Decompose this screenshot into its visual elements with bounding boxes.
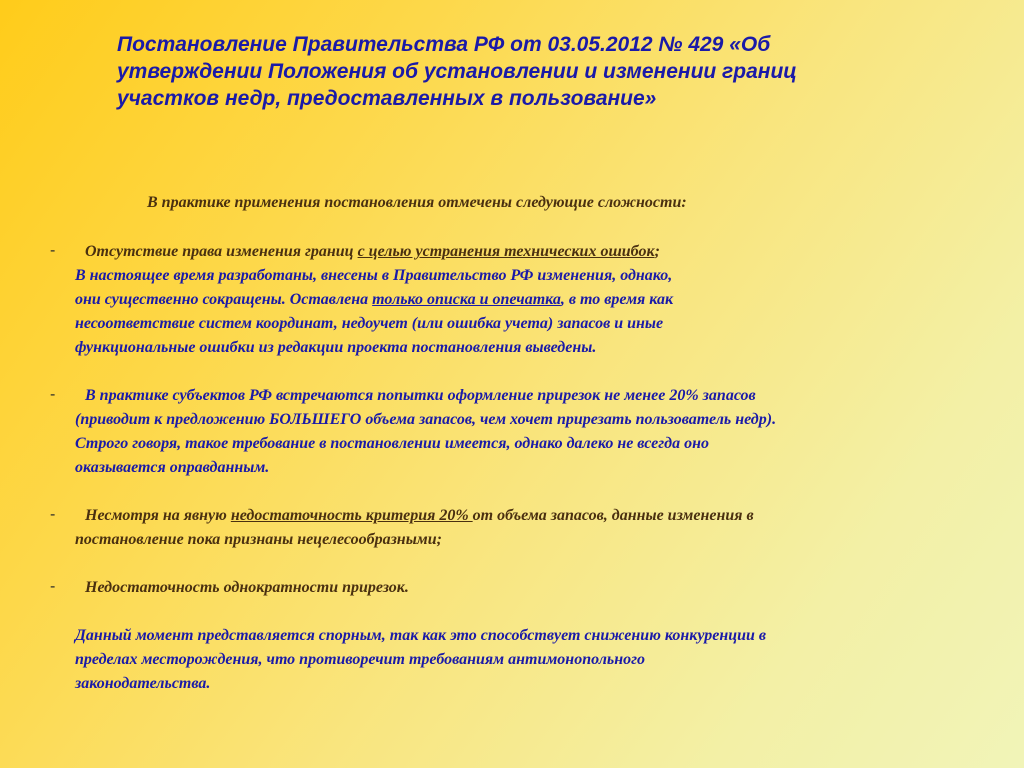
title-line-1: Постановление Правительства РФ от 03.05.2012 № 429 «Об (117, 33, 771, 56)
item1-heading-text: Отсутствие права изменения границ (85, 243, 358, 260)
item1-line-3-end: , в то время как (560, 291, 674, 308)
item3-line-1-text: Несмотря на явную (85, 507, 231, 524)
item1-line-4: несоответствие систем координат, недоучет (или ошибка учета) запасов и иные (75, 315, 664, 332)
slide-title (117, 31, 897, 112)
bullet-marker: - (50, 242, 56, 259)
item3-line-1-end: от объема запасов, данные изменения в (472, 507, 754, 524)
conclusion-line-1: Данный момент представляется спорным, так как это способствует снижению конкуренции в (75, 627, 767, 644)
item1-line-2: В настоящее время разработаны, внесены в Правительство РФ изменения, однако, (75, 267, 673, 284)
item1-line-3-text: они существенно сокращены. Оставлена (75, 291, 373, 308)
intro-text: В практике применения постановления отмечены следующие сложности: (147, 194, 687, 211)
item2-line-2: (приводит к предложению БОЛЬШЕГО объема запасов, чем хочет прирезать пользователь недр). (75, 411, 777, 428)
conclusion-line-2: пределах месторождения, что противоречит требованиям антимонопольного (75, 651, 645, 668)
item1-heading (85, 240, 660, 264)
item2-line-4: оказывается оправданным. (75, 459, 270, 476)
item1-line-3-underlined: только описка и опечатка (372, 291, 561, 308)
item3-line-1 (85, 504, 754, 528)
item1-line-5: функциональные ошибки из редакции проекта постановления выведены. (75, 339, 597, 356)
item4-line-1: Недостаточность однократности прирезок. (85, 579, 409, 596)
title-line-3: участков недр, предоставленных в пользование» (117, 87, 657, 110)
item2-line-1: В практике субъектов РФ встречаются попытки оформление прирезок не менее 20% запасов (85, 387, 756, 404)
title-line-2: утверждении Положения об установлении и изменении границ (117, 60, 797, 83)
item3-line-1-underlined: недостаточность критерия 20% (230, 507, 473, 524)
bullet-marker: - (50, 386, 56, 403)
item1-heading-end: ; (654, 243, 660, 260)
item1-heading-underlined: с целью устранения технических ошибок (357, 243, 655, 260)
item2-line-3: Строго говоря, такое требование в постановлении имеется, однако далеко не всегда оно (75, 435, 709, 452)
item1-line-3 (75, 288, 673, 312)
item3-line-2: постановление пока признаны нецелесообразными; (75, 531, 442, 548)
bullet-marker: - (50, 506, 56, 523)
conclusion-line-3: законодательства. (75, 675, 211, 692)
bullet-marker: - (50, 578, 56, 595)
